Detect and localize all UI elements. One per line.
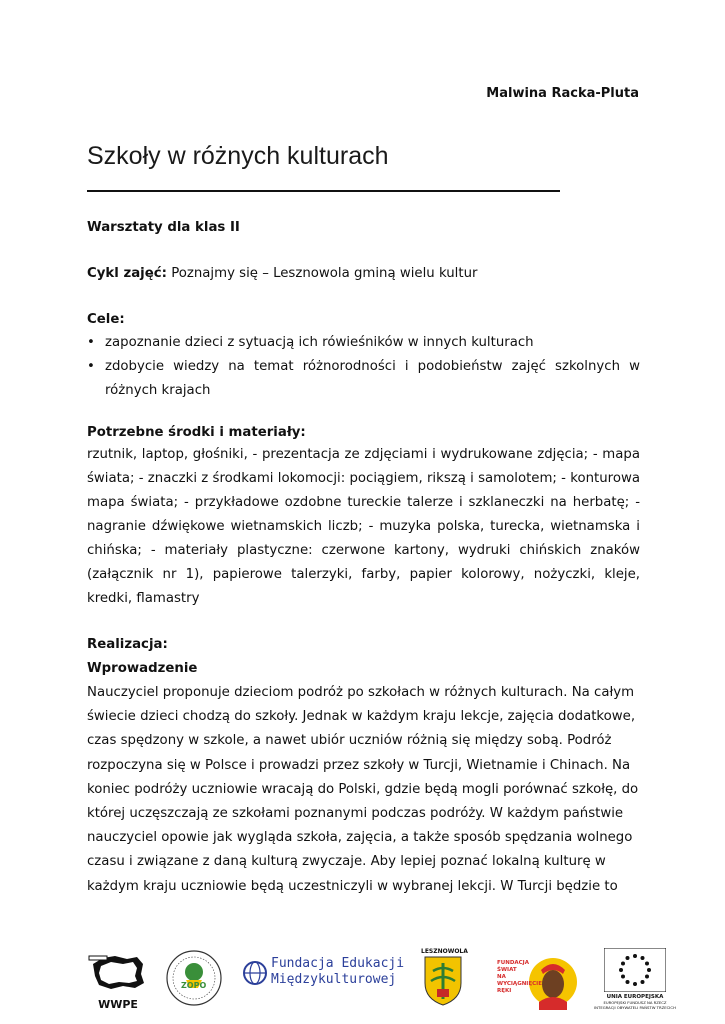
list-item: • zapoznanie dzieci z sytuacją ich rówieśników w innych kulturach: [87, 335, 534, 350]
globe-icon: [242, 958, 268, 988]
introduction-text: Nauczyciel proponuje dzieciom podróż po szkołach w różnych kulturach. Na całym świecie dzieci chodzą do szkoły. Jednak w każdym kraju lekcje, zajęcia dodatkowe, czas spędzony w szkole, a nawet ubiór uczniów różnią się między sobą. Podróż rozpoczyna się w Polsce i prowadzi przez szkoły w Turcji, Wietnamie i Chinach. Na koniec podróży uczniowie wracają do Polski, gdzie będą mogli porównać szkołę, do której uczęszczają ze szkołami poznanymi podczas podróży. W każdym państwie nauczyciel opowie jak wygląda szkoła, zajęcia, a także sposób spędzania wolnego czasu i związane z daną kulturą zwyczaje. Aby lepiej poznać lokalną kulturę w każdym kraju uczniowie będą uczestniczyli w wybranej lekcji. W Turcji będzie to: [87, 685, 639, 894]
document-title: Szkoły w różnych kulturach: [87, 142, 389, 170]
cycle-value: Poznajmy się – Lesznowola gminą wielu kultur: [171, 266, 478, 281]
fundacja-line2: Międzykulturowej: [271, 972, 397, 987]
list-item: • zdobycie wiedzy na temat różnorodności i podobieństw zajęć szkolnych w różnych krajach: [87, 359, 640, 398]
eu-sub1: EUROPEJSKI FUNDUSZ NA RZECZ: [603, 1000, 667, 1005]
eu-flag-icon: [604, 948, 666, 992]
wwpe-map-icon: [87, 950, 149, 994]
sponsor-logos: [87, 948, 676, 1014]
materials-heading: Potrzebne środki i materiały:: [87, 425, 306, 440]
swiat-text: FUNDACJA ŚWIAT NA WYCIĄGNIĘCIE RĘKI: [497, 960, 542, 994]
fundacja-line1: Fundacja Edukacji: [271, 956, 405, 971]
fundacja-edukacji-logo: [242, 956, 405, 996]
document-body: [87, 218, 640, 899]
realization-heading: Realizacja:: [87, 637, 168, 652]
cycle-label: Cykl zajęć:: [87, 266, 167, 281]
goals-heading: Cele:: [87, 312, 125, 327]
goals-list: [87, 330, 640, 403]
cycle-line: [87, 264, 640, 284]
title-underline: [87, 190, 560, 192]
swiat-na-wyciagniecie-reki-logo: [497, 952, 577, 1012]
wwpe-text: WWPE: [98, 998, 138, 1011]
zopo-seal-icon: [164, 942, 224, 1014]
introduction-heading: Wprowadzenie: [87, 661, 198, 676]
lesznowola-text: LESZNOWOLA: [421, 948, 468, 955]
coat-of-arms-icon: [421, 955, 465, 1007]
eu-title: UNIA EUROPEJSKA: [606, 994, 664, 1000]
eu-logo: [590, 948, 680, 1016]
author-name: Malwina Racka-Pluta: [486, 86, 639, 101]
wwpe-logo: [87, 950, 149, 1014]
materials-text: rzutnik, laptop, głośniki, - prezentacja ze zdjęciami i wydrukowane zdjęcia; - mapa świata; - znaczki z środkami lokomocji: pociągiem, rikszą i samolotem; - konturowa mapa świata; - przykładowe ozdobne tureckie talerze i szklaneczki na herbatę; - nagranie dźwiękowe wietnamskich liczb; - muzyka polska, turecka, wietnamska i chińska; - materiały plastyczne: czerwone kartony, wydruki chińskich znaków (załącznik nr 1), papierowe talerzyki, farby, papier kolorowy, nożyczki, kleje, kredki, flamastry: [87, 447, 640, 606]
workshop-label: Warsztaty dla klas II: [87, 220, 240, 235]
eu-sub2: INTEGRACJI OBYWATELI PAŃSTW TRZECICH: [594, 1005, 676, 1010]
zopo-text: ZOPO: [181, 981, 207, 990]
zopo-logo: [164, 942, 224, 1014]
lesznowola-logo: [421, 948, 468, 1012]
